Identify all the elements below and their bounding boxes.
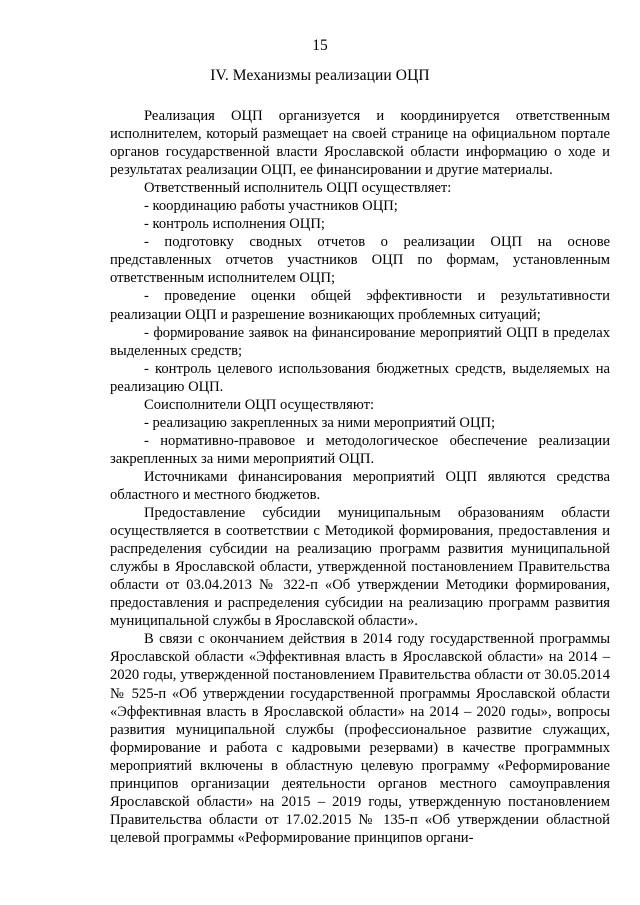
paragraph-subsidy-provision: Предоставление субсидии муниципальным образованиям области осуществляется в соответствии с Методикой формирования, предоставления и распределения субсидии на реализацию программ развития муниципальной службы в Ярославской области, утвержденной постановлением Правительства области от 03.04.2013 № 322-п «Об утверждении Методики формирования, предоставления и распределения субсидии на реализацию программ развития муниципальной службы в Ярославской области».: [110, 505, 610, 630]
paragraph-implementation-organization: Реализация ОЦП организуется и координируется ответственным исполнителем, который размещает на своей странице на официальном портале органов государственной власти Ярославской области информацию о ходе и результатах реализации ОЦП, ее финансировании и другие материалы.: [110, 108, 610, 179]
list-item-execution-control: - контроль исполнения ОЦП;: [144, 216, 325, 233]
page-number: 15: [312, 37, 328, 54]
list-item-coordination: - координацию работы участников ОЦП;: [144, 198, 398, 215]
section-title: IV. Механизмы реализации ОЦП: [210, 67, 430, 84]
body-text: [110, 107, 610, 847]
list-item-funding-requests: - формирование заявок на финансирование мероприятий ОЦП в пределах выделенных средств;: [110, 324, 610, 359]
paragraph-co-executors-intro: Соисполнители ОЦП осуществляют:: [144, 396, 375, 413]
list-item-assigned-activities: - реализацию закрепленных за ними мероприятий ОЦП;: [144, 414, 496, 431]
list-item-summary-reports: - подготовку сводных отчетов о реализации ОЦП на основе представленных отчетов участников ОЦП по формам, установленным ответственным исполнителем ОЦП;: [110, 234, 610, 287]
list-item-budget-control: - контроль целевого использования бюджетных средств, выделяемых на реализацию ОЦП.: [110, 360, 610, 395]
paragraph-responsible-executor-intro: Ответственный исполнитель ОЦП осуществляет:: [144, 180, 452, 197]
paragraph-program-termination: В связи с окончанием действия в 2014 году государственной программы Ярославской области «Эффективная власть в Ярославской области» на 2014 – 2020 годы, утвержденной постановлением Правительства области от 30.05.2014 № 525-п «Об утверждении государственной программы Ярославской области «Эффективная власть в Ярославской области» на 2014 – 2020 годы», вопросы развития муниципальной службы (профессиональное развитие служащих, формирование и работа с кадровыми резервами) в качестве программных мероприятий включены в областную целевую программу «Реформирование принципов организации деятельности органов местного самоуправления Ярославской области» на 2015 – 2019 годы, утвержденную постановлением Правительства области от 17.02.2015 № 135-п «Об утверждении областной целевой программы «Реформирование принципов органи-: [110, 631, 610, 846]
list-item-effectiveness-assessment: - проведение оценки общей эффективности и результативности реализации ОЦП и разрешение возникающих проблемных ситуаций;: [110, 288, 610, 323]
list-item-regulatory-support: - нормативно-правовое и методологическое обеспечение реализации закрепленных за ними мероприятий ОЦП.: [110, 432, 610, 467]
paragraph-funding-sources: Источниками финансирования мероприятий ОЦП являются средства областного и местного бюджетов.: [110, 468, 610, 503]
